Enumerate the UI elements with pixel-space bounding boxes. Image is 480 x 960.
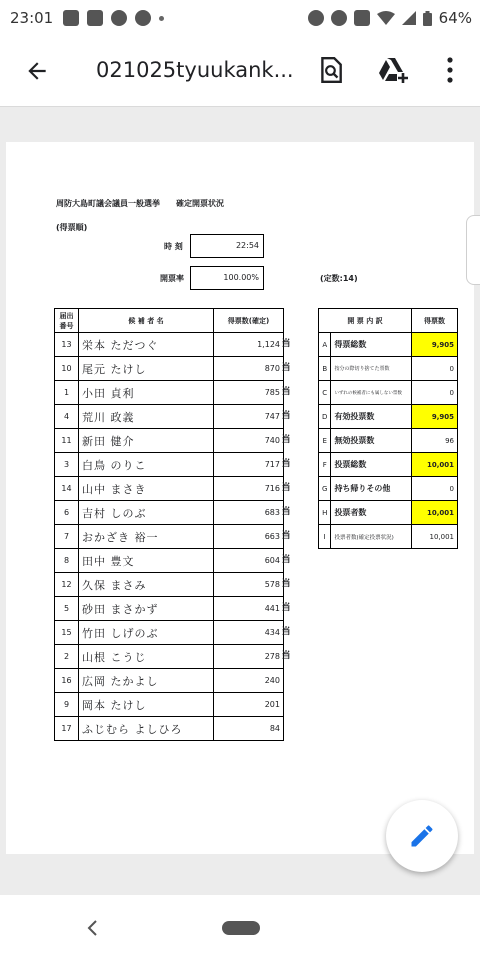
table-row	[55, 357, 284, 381]
wifi-icon	[377, 11, 395, 25]
candidate-name: 久保 まさみ	[79, 573, 214, 597]
gallery-notification-icon	[63, 10, 79, 26]
candidate-num: 6	[55, 501, 79, 525]
candidates-header-row	[55, 309, 284, 333]
edit-fab-button[interactable]	[386, 800, 458, 872]
table-row	[55, 549, 284, 573]
summary-value: 0	[412, 357, 458, 381]
summary-row	[319, 525, 458, 549]
summary-key: D	[319, 405, 331, 429]
summary-key: H	[319, 501, 331, 525]
elected-mark: 当	[281, 387, 291, 397]
elected-mark: 当	[281, 531, 291, 541]
status-bar	[0, 0, 480, 36]
elected-mark: 当	[281, 411, 291, 421]
candidate-votes: 870	[214, 357, 284, 381]
elected-mark: 当	[281, 339, 291, 349]
vibrate-icon	[354, 10, 370, 26]
summary-row	[319, 381, 458, 405]
table-row	[55, 477, 284, 501]
find-in-page-icon[interactable]	[318, 56, 344, 84]
summary-key: A	[319, 333, 331, 357]
nav-back-icon[interactable]	[86, 919, 98, 937]
candidate-num: 3	[55, 453, 79, 477]
candidate-votes: 441	[214, 597, 284, 621]
candidate-votes: 84	[214, 717, 284, 741]
candidate-num: 4	[55, 405, 79, 429]
summary-row	[319, 453, 458, 477]
candidate-name: 白鳥 のりこ	[79, 453, 214, 477]
candidate-name: 砂田 まさかず	[79, 597, 214, 621]
order-note: (得票順)	[56, 223, 88, 232]
candidate-votes: 1,124	[214, 333, 284, 357]
candidate-name: 吉村 しのぶ	[79, 501, 214, 525]
table-row	[55, 717, 284, 741]
rate-value: 100.00%	[190, 266, 264, 290]
candidate-name: 荒川 政義	[79, 405, 214, 429]
elected-marks-column	[276, 308, 296, 668]
candidate-name: 山中 まさき	[79, 477, 214, 501]
table-row	[55, 453, 284, 477]
elected-mark: 当	[281, 651, 291, 661]
status-time: 23:01	[10, 9, 54, 27]
candidate-name: おかざき 裕一	[79, 525, 214, 549]
table-row	[55, 381, 284, 405]
candidate-votes: 434	[214, 621, 284, 645]
elected-spacer	[276, 308, 296, 332]
app-bar	[0, 36, 480, 107]
back-arrow-icon[interactable]	[24, 58, 50, 84]
rate-label: 開票率	[160, 274, 184, 283]
candidate-votes: 578	[214, 573, 284, 597]
battery-percentage: 64%	[438, 9, 472, 27]
header-num: 届出番号	[55, 309, 79, 333]
candidate-num: 10	[55, 357, 79, 381]
table-row	[55, 573, 284, 597]
table-row	[55, 333, 284, 357]
candidate-num: 12	[55, 573, 79, 597]
table-row	[55, 405, 284, 429]
candidate-num: 11	[55, 429, 79, 453]
system-icons	[308, 0, 472, 36]
summary-row	[319, 477, 458, 501]
summary-row	[319, 501, 458, 525]
document-heading: 周防大島町議会議員一般選挙 確定開票状況	[56, 199, 224, 208]
edit-pencil-icon	[408, 822, 436, 850]
summary-row	[319, 405, 458, 429]
elected-mark: 当	[281, 603, 291, 613]
candidate-name: 山根 こうじ	[79, 645, 214, 669]
elected-mark: 当	[281, 483, 291, 493]
summary-key: C	[319, 381, 331, 405]
candidate-votes: 716	[214, 477, 284, 501]
summary-key: F	[319, 453, 331, 477]
header-name: 候 補 者 名	[79, 309, 214, 333]
add-to-drive-icon[interactable]	[378, 56, 410, 84]
summary-value: 10,001	[412, 525, 458, 549]
candidate-name: 尾元 たけし	[79, 357, 214, 381]
summary-label: 投票者数(確定投票状況)	[331, 525, 412, 549]
play-notification-icon	[111, 10, 127, 26]
summary-key: I	[319, 525, 331, 549]
elected-mark: 当	[281, 627, 291, 637]
table-row	[55, 597, 284, 621]
time-label: 時 刻	[164, 242, 183, 251]
summary-value: 10,001	[412, 501, 458, 525]
summary-row	[319, 357, 458, 381]
elected-mark: 当	[281, 435, 291, 445]
seats-note: (定数:14)	[320, 274, 358, 283]
candidate-name: 田中 豊文	[79, 549, 214, 573]
candidate-votes: 683	[214, 501, 284, 525]
elected-mark: 当	[281, 579, 291, 589]
summary-label: 按分の際切り捨てた票数	[331, 357, 412, 381]
candidate-votes: 747	[214, 405, 284, 429]
side-panel-handle[interactable]	[466, 215, 480, 285]
summary-key: G	[319, 477, 331, 501]
summary-value: 0	[412, 477, 458, 501]
table-row	[55, 621, 284, 645]
header-votes: 得票数(確定)	[214, 309, 284, 333]
candidate-name: 岡本 たけし	[79, 693, 214, 717]
summary-label: 持ち帰りその他	[331, 477, 412, 501]
candidate-num: 14	[55, 477, 79, 501]
more-notifications-dot-icon	[159, 16, 164, 21]
app-notification-icon	[87, 10, 103, 26]
battery-icon	[423, 11, 432, 26]
summary-label: 得票総数	[331, 333, 412, 357]
candidate-num: 5	[55, 597, 79, 621]
elected-mark: 当	[281, 459, 291, 469]
candidate-name: 竹田 しげのぶ	[79, 621, 214, 645]
candidate-name: 広岡 たかよし	[79, 669, 214, 693]
summary-value: 96	[412, 429, 458, 453]
document-page[interactable]	[6, 142, 474, 854]
table-row	[55, 645, 284, 669]
elected-mark: 当	[281, 555, 291, 565]
candidate-name: ふじむら よしひろ	[79, 717, 214, 741]
summary-label: 投票者数	[331, 501, 412, 525]
notification-icons	[63, 10, 164, 26]
elected-mark: 当	[281, 507, 291, 517]
summary-label: 有効投票数	[331, 405, 412, 429]
candidate-num: 7	[55, 525, 79, 549]
candidate-votes: 201	[214, 693, 284, 717]
document-title: 021025tyuukank...	[96, 58, 294, 82]
table-row	[55, 429, 284, 453]
candidates-table	[54, 308, 284, 741]
candidate-num: 16	[55, 669, 79, 693]
summary-row	[319, 333, 458, 357]
time-value: 22:54	[190, 234, 264, 258]
candidate-votes: 663	[214, 525, 284, 549]
summary-label: 投票総数	[331, 453, 412, 477]
nfc-icon	[308, 10, 324, 26]
nav-home-pill[interactable]	[222, 921, 260, 935]
summary-value: 9,905	[412, 333, 458, 357]
candidate-votes: 717	[214, 453, 284, 477]
summary-key: B	[319, 357, 331, 381]
signal-icon	[402, 11, 416, 25]
summary-value: 0	[412, 381, 458, 405]
table-row	[55, 669, 284, 693]
candidate-num: 17	[55, 717, 79, 741]
candidate-name: 栄本 ただつぐ	[79, 333, 214, 357]
summary-key: E	[319, 429, 331, 453]
candidate-votes: 278	[214, 645, 284, 669]
summary-header-row	[319, 309, 458, 333]
table-row	[55, 501, 284, 525]
candidate-num: 8	[55, 549, 79, 573]
summary-row	[319, 429, 458, 453]
candidate-num: 2	[55, 645, 79, 669]
candidate-votes: 240	[214, 669, 284, 693]
summary-header-label: 開 票 内 訳	[319, 309, 412, 333]
table-row	[55, 525, 284, 549]
summary-label: いずれの候補者にも属しない票数	[331, 381, 412, 405]
candidate-name: 新田 健介	[79, 429, 214, 453]
system-nav-bar	[0, 895, 480, 960]
candidate-num: 1	[55, 381, 79, 405]
candidate-num: 9	[55, 693, 79, 717]
summary-label: 無効投票数	[331, 429, 412, 453]
candidate-votes: 785	[214, 381, 284, 405]
candidate-votes: 604	[214, 549, 284, 573]
alarm-icon	[331, 10, 347, 26]
summary-value: 10,001	[412, 453, 458, 477]
summary-value: 9,905	[412, 405, 458, 429]
play-notification-icon-2	[135, 10, 151, 26]
candidate-name: 小田 貞利	[79, 381, 214, 405]
elected-mark: 当	[281, 363, 291, 373]
candidate-num: 15	[55, 621, 79, 645]
summary-table	[318, 308, 458, 549]
summary-header-value: 得票数	[412, 309, 458, 333]
candidate-votes: 740	[214, 429, 284, 453]
candidate-num: 13	[55, 333, 79, 357]
table-row	[55, 693, 284, 717]
more-vert-icon[interactable]	[444, 56, 456, 84]
